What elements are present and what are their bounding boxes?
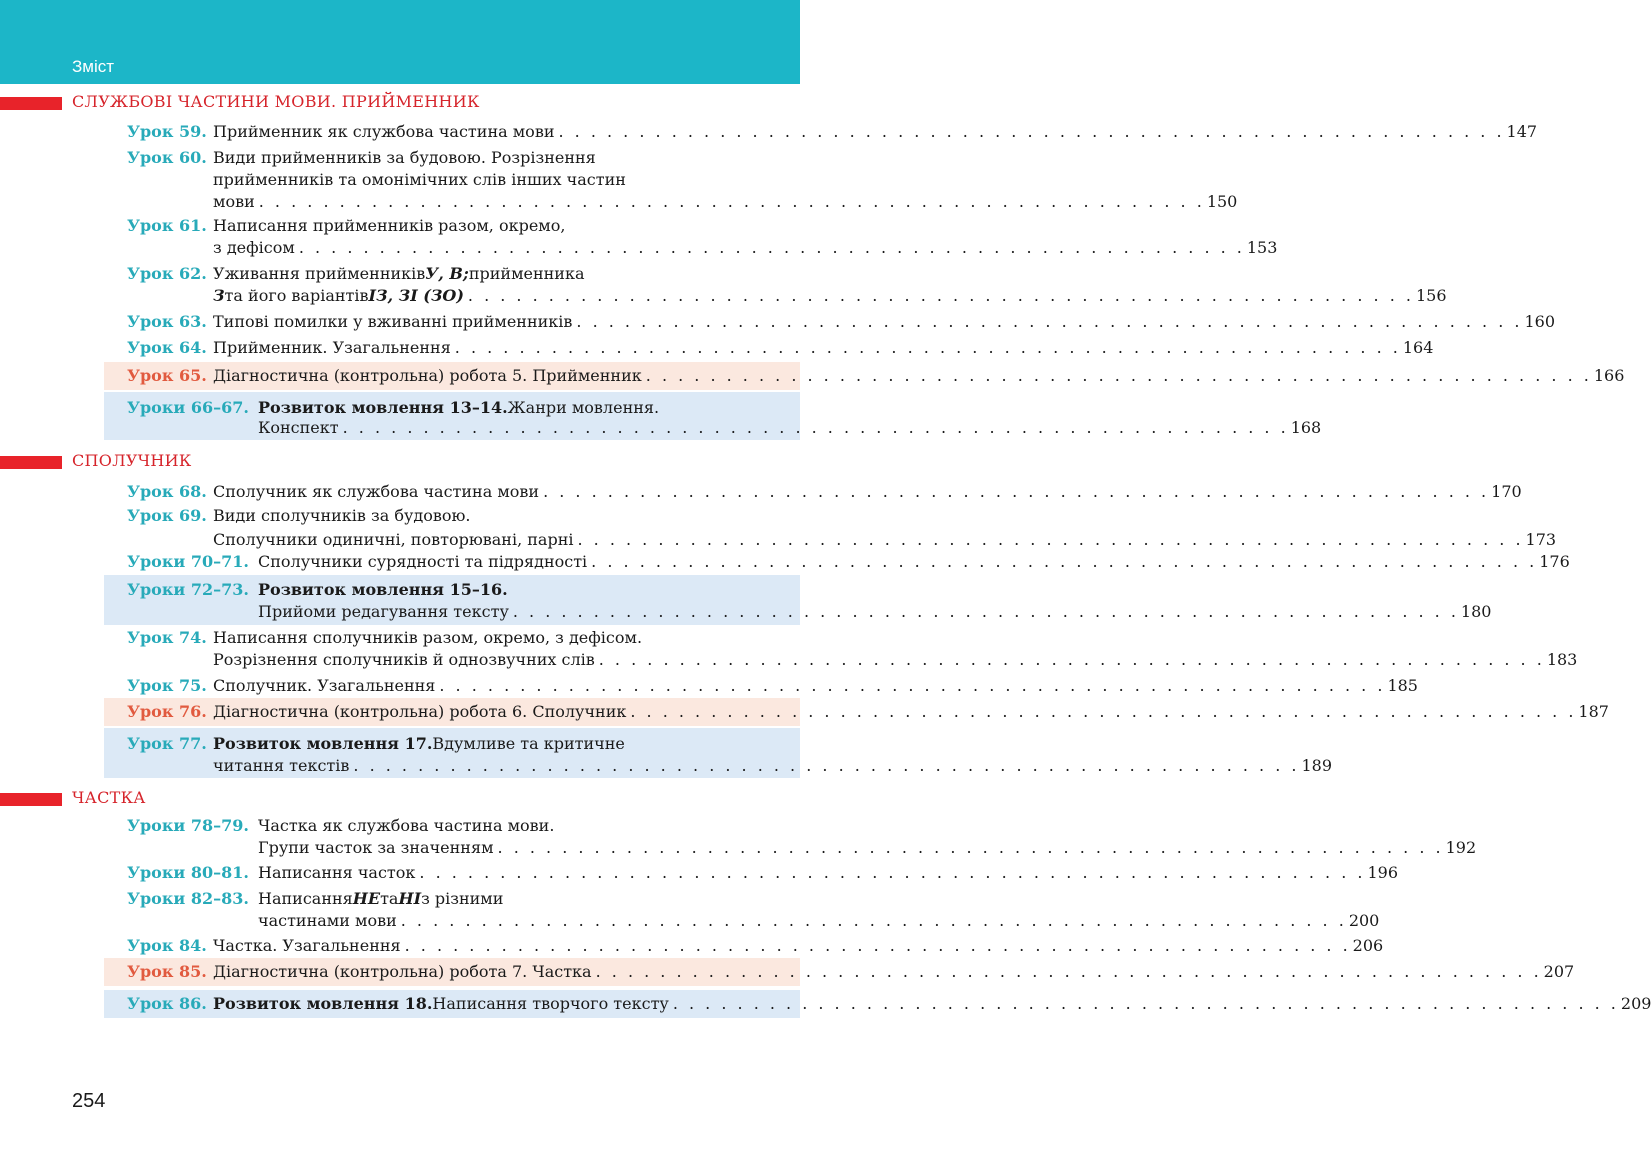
lesson-label: Урок 65.	[127, 366, 207, 385]
lesson-label: Урок 64.	[127, 338, 207, 357]
section-title-conjunctions: СПОЛУЧНИК	[72, 451, 192, 470]
lesson-label: Урок 69.	[127, 506, 207, 525]
lesson-title: Види сполучників за будовою.	[213, 506, 471, 525]
lesson-title: Діагностична (контрольна) робота 5. Прийменник	[213, 366, 642, 385]
lesson-title-part: з різними	[421, 889, 504, 908]
lesson-title: Прийменник. Узагальнення	[213, 338, 451, 357]
page-ref: 209	[1620, 994, 1651, 1013]
lesson-title-cont: Розрізнення сполучників й однозвучних слів	[213, 650, 595, 669]
lesson-title-cont: мови	[213, 192, 255, 211]
lesson-title-cont: Конспект	[258, 418, 339, 437]
page-ref: 173	[1525, 530, 1557, 549]
page-ref: 196	[1367, 863, 1398, 882]
bold-speech-dev: Розвиток мовлення 15–16.	[258, 580, 508, 599]
lesson-label: Урок 74.	[127, 628, 207, 647]
lesson-label: Урок 59.	[127, 122, 207, 141]
lesson-title-part: прийменника	[468, 264, 585, 283]
bold-speech-dev: Розвиток мовлення 18.	[213, 994, 433, 1013]
lesson-label: Урок 62.	[127, 264, 207, 283]
page-ref: 164	[1402, 338, 1434, 357]
lesson-label: Уроки 70–71.	[127, 552, 249, 571]
page-ref: 168	[1290, 418, 1322, 437]
page-ref: 183	[1546, 650, 1578, 669]
dot-leader: . . . . . . . . . . . . . . . . . . . . . . . . . . . . . . . . . . . . . . . . . . . . . . . . . . . . . . . . . . .	[576, 312, 1523, 331]
lesson-title: Сполучники сурядності та підрядності	[258, 552, 588, 571]
page-ref: 180	[1460, 602, 1492, 621]
lesson-title-cont: з дефісом	[213, 238, 295, 257]
dot-leader: . . . . . . . . . . . . . . . . . . . . . . . . . . . . . . . . . . . . . . . . . . . . . . . . . . . . . . . . . . .	[591, 552, 1538, 571]
header-title: Зміст	[72, 57, 115, 76]
dot-leader: . . . . . . . . . . . . . . . . . . . . . . . . . . . . . . . . . . . . . . . . . . . . . . . . . . . . . . . . . . .	[258, 192, 1205, 211]
section-marker	[0, 793, 62, 806]
lesson-label: Урок 75.	[127, 676, 207, 695]
lesson-title-cont: читання текстів	[213, 756, 350, 775]
page-ref: 150	[1206, 192, 1238, 211]
lesson-title-cont: частинами мови	[258, 911, 397, 930]
lesson-title: Діагностична (контрольна) робота 7. Частка	[213, 962, 592, 981]
page-ref: 189	[1301, 756, 1333, 775]
lesson-title: Види прийменників за будовою. Розрізнення	[213, 148, 596, 167]
dot-leader: . . . . . . . . . . . . . . . . . . . . . . . . . . . . . . . . . . . . . . . . . . . . . . . . . . . . . . . . . . .	[558, 122, 1505, 141]
header-bar	[0, 0, 800, 84]
page-ref: 206	[1352, 936, 1384, 955]
dot-leader: . . . . . . . . . . . . . . . . . . . . . . . . . . . . . . . . . . . . . . . . . . . . . . . . . . . . . . . . . . .	[672, 994, 1619, 1013]
dot-leader: . . . . . . . . . . . . . . . . . . . . . . . . . . . . . . . . . . . . . . . . . . . . . . . . . . . . . . . . . . .	[454, 338, 1401, 357]
lesson-title-cont: Прийоми редагування тексту	[258, 602, 509, 621]
lesson-title: Вдумливе та критичне	[432, 734, 625, 753]
dot-leader: . . . . . . . . . . . . . . . . . . . . . . . . . . . . . . . . . . . . . . . . . . . . . . . . . . . . . . . . . . .	[497, 838, 1444, 857]
dot-leader: . . . . . . . . . . . . . . . . . . . . . . . . . . . . . . . . . . . . . . . . . . . . . . . . . . . . . . . . . . .	[512, 602, 1459, 621]
page-number: 254	[72, 1090, 106, 1112]
page-ref: 166	[1593, 366, 1625, 385]
section-title-particles: ЧАСТКА	[72, 788, 146, 807]
section-marker	[0, 456, 62, 469]
bold-speech-dev: Розвиток мовлення 17.	[213, 734, 433, 753]
lesson-title-part: та	[380, 889, 399, 908]
lesson-title-part: та його варіантів	[224, 286, 369, 305]
dot-leader: . . . . . . . . . . . . . . . . . . . . . . . . . . . . . . . . . . . . . . . . . . . . . . . . . . . . . . . . . . .	[439, 676, 1386, 695]
lesson-title: Написання творчого тексту	[432, 994, 669, 1013]
page-ref: 185	[1387, 676, 1418, 695]
bold-preposition-z: З	[213, 286, 225, 305]
page-ref: 207	[1543, 962, 1575, 981]
page-ref: 147	[1506, 122, 1538, 141]
bold-speech-dev: Розвиток мовлення 13–14.	[258, 398, 508, 417]
page-ref: 160	[1524, 312, 1556, 331]
page-ref: 187	[1578, 702, 1609, 721]
bold-ne: НЕ	[352, 889, 381, 908]
lesson-title: Сполучник. Узагальнення	[213, 676, 436, 695]
lesson-title: Частка як службова частина мови.	[258, 816, 555, 835]
page-ref: 156	[1415, 286, 1447, 305]
lesson-title: Типові помилки у вживанні прийменників	[213, 312, 573, 331]
dot-leader: . . . . . . . . . . . . . . . . . . . . . . . . . . . . . . . . . . . . . . . . . . . . . . . . . . . . . . . . . . .	[577, 530, 1524, 549]
lesson-label: Урок 60.	[127, 148, 207, 167]
section-title-prepositions: СЛУЖБОВІ ЧАСТИНИ МОВИ. ПРИЙМЕННИК	[72, 92, 480, 111]
lesson-label: Урок 86.	[127, 994, 207, 1013]
lesson-title: Уживання прийменників	[213, 264, 426, 283]
lesson-title-cont: Сполучники одиничні, повторювані, парні	[213, 530, 574, 549]
lesson-title: Написання часток	[258, 863, 416, 882]
lesson-title: Жанри мовлення.	[507, 398, 660, 417]
lesson-title: Написання прийменників разом, окремо,	[213, 216, 566, 235]
dot-leader: . . . . . . . . . . . . . . . . . . . . . . . . . . . . . . . . . . . . . . . . . . . . . . . . . . . . . . . . . . .	[400, 911, 1347, 930]
lesson-label: Урок 63.	[127, 312, 207, 331]
bold-ni: НІ	[398, 889, 422, 908]
bold-prepositions: У, В;	[425, 264, 469, 283]
page-ref: 192	[1445, 838, 1477, 857]
lesson-label: Урок 61.	[127, 216, 207, 235]
lesson-label: Урок 84.	[127, 936, 207, 955]
section-marker	[0, 97, 62, 110]
page-ref: 200	[1348, 911, 1380, 930]
lesson-title: Прийменник як службова частина мови	[213, 122, 555, 141]
lesson-label: Урок 76.	[127, 702, 207, 721]
lesson-title: Написання	[258, 889, 353, 908]
lesson-title: Сполучник як службова частина мови	[213, 482, 540, 501]
lesson-title-cont: прийменників та омонімічних слів інших частин	[213, 170, 626, 189]
lesson-label: Уроки 72–73.	[127, 580, 249, 599]
dot-leader: . . . . . . . . . . . . . . . . . . . . . . . . . . . . . . . . . . . . . . . . . . . . . . . . . . . . . . . . . . .	[467, 286, 1414, 305]
lesson-label: Уроки 66–67.	[127, 398, 249, 417]
page-ref: 153	[1246, 238, 1278, 257]
lesson-label: Урок 85.	[127, 962, 207, 981]
lesson-label: Урок 68.	[127, 482, 207, 501]
dot-leader: . . . . . . . . . . . . . . . . . . . . . . . . . . . . . . . . . . . . . . . . . . . . . . . . . . . . . . . . . . .	[404, 936, 1351, 955]
bold-variants: ІЗ, ЗІ (ЗО)	[368, 286, 464, 305]
lesson-title-cont: Групи часток за значенням	[258, 838, 494, 857]
dot-leader: . . . . . . . . . . . . . . . . . . . . . . . . . . . . . . . . . . . . . . . . . . . . . . . . . . . . . . . . . . .	[645, 366, 1592, 385]
lesson-label: Уроки 80–81.	[127, 863, 249, 882]
dot-leader: . . . . . . . . . . . . . . . . . . . . . . . . . . . . . . . . . . . . . . . . . . . . . . . . . . . . . . . . . . .	[419, 863, 1366, 882]
lesson-title: Діагностична (контрольна) робота 6. Сполучник	[213, 702, 627, 721]
dot-leader: . . . . . . . . . . . . . . . . . . . . . . . . . . . . . . . . . . . . . . . . . . . . . . . . . . . . . . . . . . .	[353, 756, 1300, 775]
lesson-label: Уроки 78–79.	[127, 816, 249, 835]
dot-leader: . . . . . . . . . . . . . . . . . . . . . . . . . . . . . . . . . . . . . . . . . . . . . . . . . . . . . . . . . . .	[630, 702, 1577, 721]
dot-leader: . . . . . . . . . . . . . . . . . . . . . . . . . . . . . . . . . . . . . . . . . . . . . . . . . . . . . . . . . . .	[342, 418, 1289, 437]
dot-leader: . . . . . . . . . . . . . . . . . . . . . . . . . . . . . . . . . . . . . . . . . . . . . . . . . . . . . . . . . . .	[298, 238, 1245, 257]
lesson-title: Написання сполучників разом, окремо, з дефісом.	[213, 628, 643, 647]
dot-leader: . . . . . . . . . . . . . . . . . . . . . . . . . . . . . . . . . . . . . . . . . . . . . . . . . . . . . . . . . . .	[598, 650, 1545, 669]
lesson-label: Урок 77.	[127, 734, 207, 753]
dot-leader: . . . . . . . . . . . . . . . . . . . . . . . . . . . . . . . . . . . . . . . . . . . . . . . . . . . . . . . . . . .	[543, 482, 1490, 501]
dot-leader: . . . . . . . . . . . . . . . . . . . . . . . . . . . . . . . . . . . . . . . . . . . . . . . . . . . . . . . . . . .	[595, 962, 1542, 981]
page-ref: 176	[1539, 552, 1570, 571]
page-ref: 170	[1491, 482, 1522, 501]
lesson-title: Частка. Узагальнення	[213, 936, 401, 955]
lesson-label: Уроки 82–83.	[127, 889, 249, 908]
